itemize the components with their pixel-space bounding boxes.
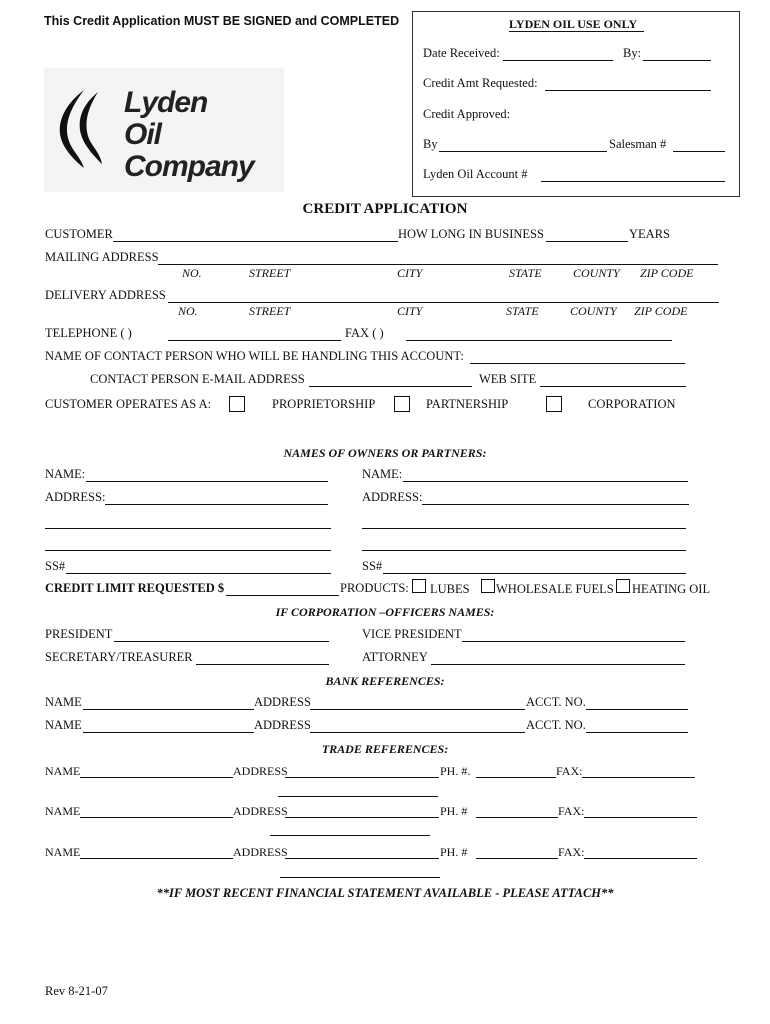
bank2-acct-label: ACCT. NO. xyxy=(526,718,586,732)
owner1-name-label: NAME: xyxy=(45,467,86,481)
mailing-street: STREET xyxy=(249,266,291,280)
bank2-acct-field[interactable] xyxy=(586,732,688,733)
bank2-address-label: ADDRESS xyxy=(254,718,311,732)
owner1-ss-field[interactable] xyxy=(66,573,331,574)
bank-heading: BANK REFERENCES: xyxy=(325,674,445,688)
trade3-ph-label: PH. # xyxy=(440,845,468,859)
trade1-name-field[interactable] xyxy=(80,777,233,778)
delivery-zip: ZIP CODE xyxy=(634,304,688,318)
mailing-city: CITY xyxy=(397,266,423,280)
mailing-county: COUNTY xyxy=(573,266,620,280)
owners-heading: NAMES OF OWNERS OR PARTNERS: xyxy=(283,446,487,460)
trade2-fax-field[interactable] xyxy=(584,817,697,818)
delivery-address-label: DELIVERY ADDRESS xyxy=(45,288,166,302)
trade1-address-label: ADDRESS xyxy=(233,764,288,778)
mailing-state: STATE xyxy=(509,266,542,280)
owner2-name-label: NAME: xyxy=(362,467,403,481)
vice-president-label: VICE PRESIDENT xyxy=(362,627,462,641)
signature-notice: This Credit Application MUST BE SIGNED and COMPLETED xyxy=(44,14,400,28)
trade2-address-label: ADDRESS xyxy=(233,804,288,818)
lubes-checkbox[interactable] xyxy=(412,579,426,593)
owner1-name-field[interactable] xyxy=(86,481,328,482)
bank1-acct-field[interactable] xyxy=(586,709,688,710)
page-title: CREDIT APPLICATION xyxy=(302,201,468,217)
logo-line-2: Oil xyxy=(124,118,162,151)
customer-field[interactable] xyxy=(113,241,398,242)
operates-as-label: CUSTOMER OPERATES AS A: xyxy=(45,397,212,411)
contact-email-field[interactable] xyxy=(309,386,472,387)
delivery-state: STATE xyxy=(506,304,539,318)
owner2-ss-label: SS# xyxy=(362,559,383,573)
trade3-name-label: NAME xyxy=(45,845,81,859)
office-use-title: LYDEN OIL USE ONLY xyxy=(509,17,638,31)
salesman-label: Salesman # xyxy=(609,137,667,151)
trade1-address-field[interactable] xyxy=(285,777,439,778)
partnership-label: PARTNERSHIP xyxy=(426,397,509,411)
trade2-ph-label: PH. # xyxy=(440,804,468,818)
trade3-name-field[interactable] xyxy=(80,858,233,859)
credit-limit-field[interactable] xyxy=(226,595,339,596)
secretary-label: SECRETARY/TREASURER xyxy=(45,650,193,664)
by-label: By: xyxy=(623,46,642,60)
president-label: PRESIDENT xyxy=(45,627,113,641)
heating-oil-checkbox[interactable] xyxy=(616,579,630,593)
customer-label: CUSTOMER xyxy=(45,227,113,241)
delivery-city: CITY xyxy=(397,304,423,318)
mailing-address-field[interactable] xyxy=(158,264,718,265)
delivery-no: NO. xyxy=(178,304,198,318)
owner2-ss-field[interactable] xyxy=(383,573,686,574)
logo-mark-icon xyxy=(54,82,124,182)
trade3-fax-label: FAX: xyxy=(558,845,585,859)
partnership-checkbox[interactable] xyxy=(394,396,410,412)
bank2-name-field[interactable] xyxy=(83,732,254,733)
logo-line-1: Lyden xyxy=(124,86,208,119)
date-received-field[interactable] xyxy=(503,60,613,61)
trade2-ph-field[interactable] xyxy=(476,817,558,818)
trade1-ph-field[interactable] xyxy=(476,777,556,778)
office-use-box xyxy=(412,11,740,197)
trade1-fax-field[interactable] xyxy=(582,777,695,778)
mailing-address-label: MAILING ADDRESS xyxy=(45,250,159,264)
proprietorship-label: PROPRIETORSHIP xyxy=(272,397,376,411)
trade3-address-field[interactable] xyxy=(285,858,439,859)
vice-president-field[interactable] xyxy=(462,641,685,642)
trade3-address-label: ADDRESS xyxy=(233,845,288,859)
by2-label: By xyxy=(423,137,438,151)
attorney-label: ATTORNEY xyxy=(362,650,428,664)
trade2-address-line2[interactable] xyxy=(270,835,430,836)
trade-heading: TRADE REFERENCES: xyxy=(321,742,449,756)
owner1-address-field[interactable] xyxy=(105,504,328,505)
credit-amt-label: Credit Amt Requested: xyxy=(423,76,538,90)
how-long-label: HOW LONG IN BUSINESS xyxy=(398,227,544,241)
owner2-address-label: ADDRESS: xyxy=(362,490,423,504)
account-field[interactable] xyxy=(541,181,725,182)
by-field[interactable] xyxy=(643,60,711,61)
heating-oil-label: HEATING OIL xyxy=(632,582,711,596)
wholesale-fuels-label: WHOLESALE FUELS xyxy=(496,582,614,596)
contact-name-field[interactable] xyxy=(470,363,685,364)
trade3-fax-field[interactable] xyxy=(584,858,697,859)
trade1-address-line2[interactable] xyxy=(278,796,438,797)
website-label: WEB SITE xyxy=(479,372,537,386)
trade2-name-field[interactable] xyxy=(80,817,233,818)
trade2-name-label: NAME xyxy=(45,804,81,818)
delivery-address-field[interactable] xyxy=(168,302,719,303)
telephone-field[interactable] xyxy=(168,340,341,341)
owner1-address-line3[interactable] xyxy=(45,550,331,551)
trade3-ph-field[interactable] xyxy=(476,858,558,859)
credit-limit-label: CREDIT LIMIT REQUESTED $ xyxy=(45,581,225,595)
attorney-field[interactable] xyxy=(431,664,685,665)
bank1-name-field[interactable] xyxy=(83,709,254,710)
website-field[interactable] xyxy=(540,386,686,387)
revision-label: Rev 8-21-07 xyxy=(45,984,108,998)
owner2-address-line3[interactable] xyxy=(362,550,686,551)
company-logo xyxy=(44,68,284,192)
corporation-checkbox[interactable] xyxy=(546,396,562,412)
mailing-no: NO. xyxy=(182,266,202,280)
proprietorship-checkbox[interactable] xyxy=(229,396,245,412)
owner1-ss-label: SS# xyxy=(45,559,66,573)
lubes-label: LUBES xyxy=(430,582,470,596)
trade1-name-label: NAME xyxy=(45,764,81,778)
mailing-zip: ZIP CODE xyxy=(640,266,694,280)
date-received-label: Date Received: xyxy=(423,46,500,60)
owner1-address-line2[interactable] xyxy=(45,528,331,529)
trade3-address-line2[interactable] xyxy=(280,877,440,878)
products-label: PRODUCTS: xyxy=(340,581,409,595)
trade1-fax-label: FAX: xyxy=(556,764,583,778)
contact-email-label: CONTACT PERSON E-MAIL ADDRESS xyxy=(90,372,305,386)
delivery-county: COUNTY xyxy=(570,304,617,318)
owner2-name-field[interactable] xyxy=(403,481,688,482)
corporation-label: CORPORATION xyxy=(588,397,676,411)
how-long-field[interactable] xyxy=(546,241,628,242)
years-label: YEARS xyxy=(629,227,670,241)
contact-name-label: NAME OF CONTACT PERSON WHO WILL BE HANDLING THIS ACCOUNT: xyxy=(45,349,464,363)
bank1-acct-label: ACCT. NO. xyxy=(526,695,586,709)
logo-line-3: Company xyxy=(124,150,254,183)
fax-label: FAX ( ) xyxy=(345,326,384,340)
salesman-field[interactable] xyxy=(673,151,725,152)
bank2-name-label: NAME xyxy=(45,718,82,732)
owner2-address-line2[interactable] xyxy=(362,528,686,529)
bank2-address-field[interactable] xyxy=(310,732,525,733)
attach-notice: **IF MOST RECENT FINANCIAL STATEMENT AVAILABLE - PLEASE ATTACH** xyxy=(156,886,614,900)
owner2-address-field[interactable] xyxy=(422,504,689,505)
telephone-label: TELEPHONE ( ) xyxy=(45,326,132,340)
fax-field[interactable] xyxy=(406,340,672,341)
bank1-name-label: NAME xyxy=(45,695,82,709)
account-label: Lyden Oil Account # xyxy=(423,167,528,181)
officers-heading: IF CORPORATION –OFFICERS NAMES: xyxy=(275,605,495,619)
owner1-address-label: ADDRESS: xyxy=(45,490,106,504)
secretary-field[interactable] xyxy=(196,664,329,665)
by2-field[interactable] xyxy=(439,151,607,152)
trade1-ph-label: PH. #. xyxy=(440,764,471,778)
trade2-fax-label: FAX: xyxy=(558,804,585,818)
president-field[interactable] xyxy=(114,641,329,642)
wholesale-fuels-checkbox[interactable] xyxy=(481,579,495,593)
bank1-address-field[interactable] xyxy=(310,709,525,710)
bank1-address-label: ADDRESS xyxy=(254,695,311,709)
delivery-street: STREET xyxy=(249,304,291,318)
credit-approved-label: Credit Approved: xyxy=(423,107,511,121)
credit-amt-field[interactable] xyxy=(545,90,711,91)
trade2-address-field[interactable] xyxy=(285,817,439,818)
